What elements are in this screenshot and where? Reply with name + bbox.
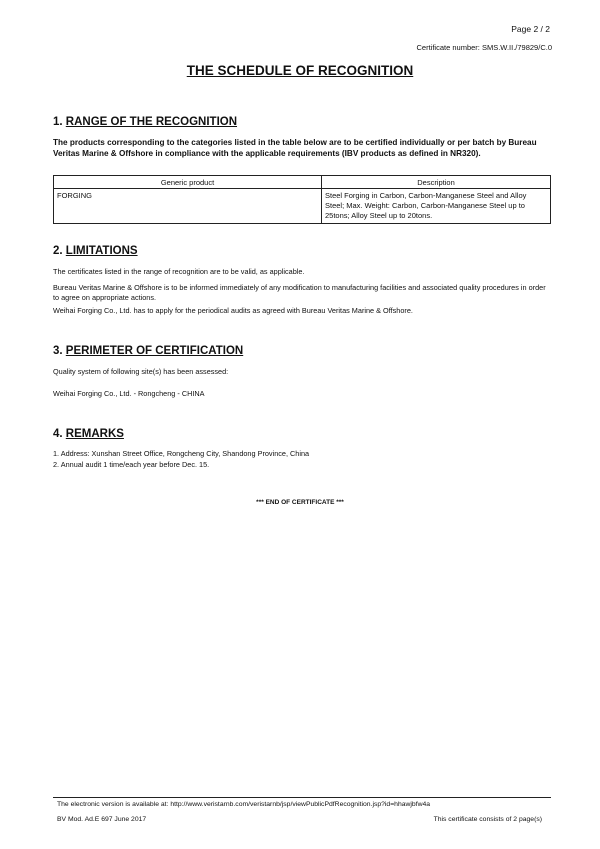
section-name: PERIMETER OF CERTIFICATION bbox=[65, 345, 244, 357]
recognition-table bbox=[53, 175, 551, 224]
section-heading-range bbox=[53, 116, 237, 128]
column-header-description: Description bbox=[322, 176, 551, 189]
table-row bbox=[54, 189, 551, 224]
section-heading-remarks bbox=[53, 428, 124, 440]
page-number: Page 2 / 2 bbox=[511, 24, 550, 34]
certificate-number: Certificate number: SMS.W.II./79829/C.0 bbox=[416, 43, 552, 52]
section-heading-limitations bbox=[53, 245, 138, 257]
footer-divider bbox=[53, 797, 551, 798]
section-name: RANGE OF THE RECOGNITION bbox=[65, 116, 238, 128]
form-reference: BV Mod. Ad.E 697 June 2017 bbox=[57, 816, 147, 823]
range-intro: The products corresponding to the categories listed in the table below are to be certified individually or per batch by Bureau Veritas Marine & Offshore in compliance with the applicable requirements (IBV products as defined in NR320). bbox=[53, 138, 537, 158]
remark-item: 1. Address: Xunshan Street Office, Rongcheng City, Shandong Province, China bbox=[53, 449, 310, 458]
section-name: LIMITATIONS bbox=[65, 245, 138, 257]
remark-item: 2. Annual audit 1 time/each year before Dec. 15. bbox=[53, 460, 210, 469]
perimeter-paragraph: Quality system of following site(s) has been assessed: bbox=[53, 367, 229, 376]
electronic-version-link-text: The electronic version is available at: http://www.veristarnb.com/veristarnb/jsp/viewPublicPdfRecognition.jsp?id=hhawjbfw4a bbox=[57, 801, 431, 808]
page-title: THE SCHEDULE OF RECOGNITION bbox=[186, 63, 414, 78]
limitations-paragraph: The certificates listed in the range of recognition are to be valid, as applicable. bbox=[53, 267, 305, 276]
limitations-paragraph: Bureau Veritas Marine & Offshore is to be informed immediately of any modification to manufacturing facilities and associated quality procedures in order to agree on appropriate actions. bbox=[53, 283, 546, 302]
table-header-row bbox=[54, 176, 551, 189]
section-number: 4. bbox=[53, 428, 63, 440]
section-heading-perimeter bbox=[53, 345, 243, 357]
limitations-paragraph: Weihai Forging Co., Ltd. has to apply for the periodical audits as agreed with Bureau Veritas Marine & Offshore. bbox=[53, 306, 413, 315]
section-name: REMARKS bbox=[65, 428, 124, 440]
section-number: 2. bbox=[53, 245, 63, 257]
section-number: 3. bbox=[53, 345, 63, 357]
cell-description: Steel Forging in Carbon, Carbon-Manganese Steel and Alloy Steel; Max. Weight: Carbon, Carbon-Manganese Steel up to 25tons; Alloy Steel up to 20tons. bbox=[322, 189, 551, 224]
end-of-certificate: *** END OF CERTIFICATE *** bbox=[256, 499, 344, 506]
perimeter-site: Weihai Forging Co., Ltd. - Rongcheng - CHINA bbox=[53, 389, 205, 398]
section-number: 1. bbox=[53, 116, 63, 128]
cell-product: FORGING bbox=[54, 189, 322, 224]
page-count-note: This certificate consists of 2 page(s) bbox=[433, 816, 542, 823]
column-header-generic-product: Generic product bbox=[54, 176, 322, 189]
